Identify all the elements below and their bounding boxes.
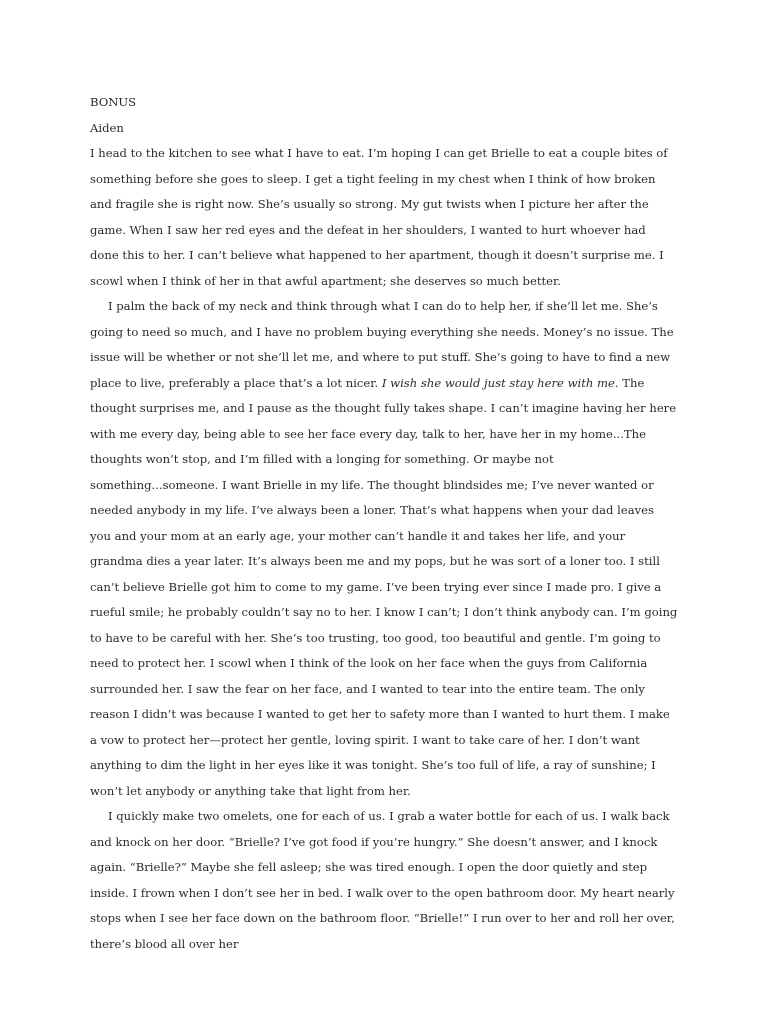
document-page <box>90 90 678 957</box>
pov-name: Aiden <box>90 120 124 135</box>
paragraph-2-text-after: The thought surprises me, and I pause as the thought fully takes shape. I can’t imagine having her here with me every day, being able to see her face every day, talk to her, have her in my home...The thoughts won’t stop, and I’m filled with a longing for something. Or maybe not something...someone. I want Brielle in my life. The thought blindsides me; I’ve never wanted or needed anybody in my life. I’ve always been a loner. That’s what happens when your dad leaves you and your mom at an early age, your mother can’t handle it and takes her life, and your grandma dies a year later. It’s always been me and my pops, but he was sort of a loner too. I still can’t believe Brielle got him to come to my game. I’ve been trying ever since I made pro. I give a rueful smile; he probably couldn’t say no to her. I know I can’t; I don’t think anybody can. I’m going to have to be careful with her. She’s too trusting, too good, too beautiful and gentle. I’m going to need to protect her. I scowl when I think of the look on her face when the guys from California surrounded her. I saw the fear on her face, and I wanted to tear into the entire team. The only reason I didn’t was because I wanted to get her to safety more than I wanted to hurt them. I make a vow to protect her—protect her gentle, loving spirit. I want to take care of her. I don’t want anything to dim the light in her eyes like it was tonight. She’s too full of life, a ray of sunshine; I won’t let anybody or anything take that light from her. <box>90 375 678 798</box>
paragraph-3: I quickly make two omelets, one for each of us. I grab a water bottle for each of us. I walk back and knock on her door. “Brielle? I’ve got food if you’re hungry.” She doesn’t answer, and I knock again. “Brielle?” Maybe she fell asleep; she was tired enough. I open the door quietly and step inside. I frown when I don’t see her in bed. I walk over to the open bathroom door. My heart nearly stops when I see her face down on the bathroom floor. “Brielle!” I run over to her and roll her over, there’s blood all over her <box>90 809 675 951</box>
paragraph-2-text-before: I palm the back of my neck and think through what I can do to help her, if she’ll let me. She’s going to need so much, and I have no problem buying everything she needs. Money’s no issue. The issue will be whether or not she’ll let me, and where to put stuff. She’s going to have to find a new place to live, preferably a place that’s a lot nicer. <box>90 299 674 390</box>
section-label: BONUS <box>90 95 137 109</box>
paragraph-1: I head to the kitchen to see what I have to eat. I’m hoping I can get Brielle to eat a couple bites of something before she goes to sleep. I get a tight feeling in my chest when I think of how broken and fragile she is right now. She’s usually so strong. My gut twists when I picture her after the game. When I saw her red eyes and the defeat in her shoulders, I wanted to hurt whoever had done this to her. I can’t believe what happened to her apartment, though it doesn’t surprise me. I scowl when I think of her in that awful apartment; she deserves so much better. <box>90 146 668 288</box>
paragraph-2-italic-thought: I wish she would just stay here with me. <box>381 375 619 390</box>
paragraph-2 <box>90 294 678 804</box>
